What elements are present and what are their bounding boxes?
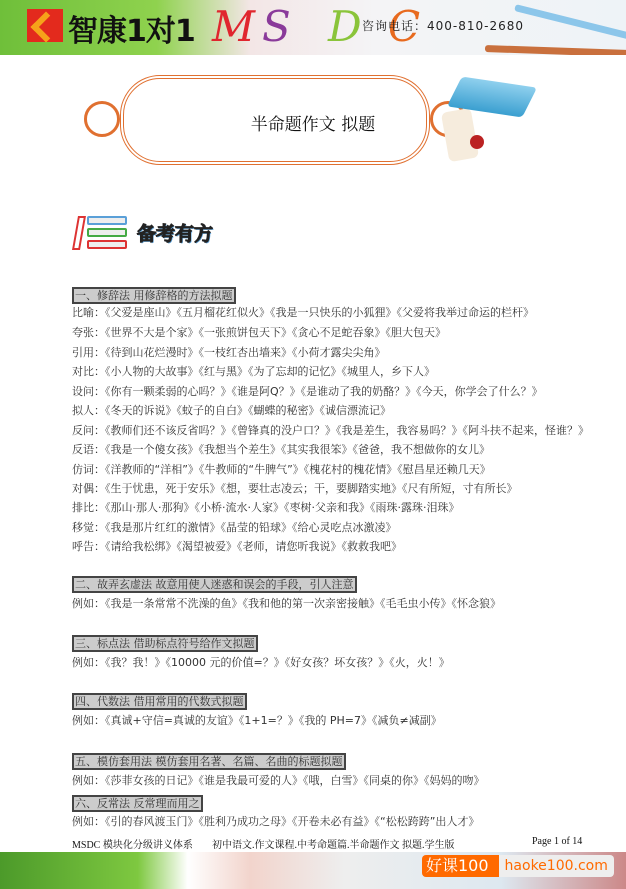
example-line: 移觉：《我是那片红红的激情》《晶莹的铅球》《给心灵吃点冰激凌》: [72, 521, 397, 534]
phone-number: 咨询电话：400-810-2680: [362, 19, 525, 33]
page-title: 半命题作文 拟题: [250, 115, 376, 135]
example-line: 反语：《我是一个傻女孩》《我想当个差生》《其实我很笨》《爸爸，我不想做你的女儿》: [72, 443, 490, 456]
method-heading: 四、代数法 借用常用的代数式拟题: [72, 693, 247, 710]
msdc-letter: M: [212, 2, 256, 51]
example-line: 反问：《教师们还不该反省吗？》《曾锋真的没户口？》《我是差生，我容易吗？》《阿斗扶不起来，怪谁？》: [72, 424, 589, 437]
example-line: 例如：《引的春风渡玉门》《胜利乃成功之母》《开卷未必有益》《“松松跨跨”出人才》: [72, 815, 480, 828]
example-line: 夸张：《世界不大是个家》《一张煎饼包天下》《贪心不足蛇吞象》《胆大包天》: [72, 326, 446, 339]
method-heading: 一、修辞法 用修辞格的方法拟题: [72, 287, 236, 304]
section-heading: 备考有方: [137, 223, 214, 245]
example-line: 例如：《我？我！》《10000 元的价值=？》《好女孩？坏女孩？》《火，火！》: [72, 656, 450, 669]
method-heading: 五、模仿套用法 模仿套用名著、名篇、名曲的标题拟题: [72, 753, 346, 770]
method-heading: 二、故弄玄虚法 故意用使人迷惑和误会的手段，引人注意: [72, 576, 357, 593]
example-line: 引用：《待到山花烂漫时》《一枝红杏出墙来》《小荷才露尖尖角》: [72, 346, 386, 359]
watermark: [422, 855, 614, 877]
header-banner: [0, 0, 626, 55]
example-line: 对比：《小人物的大故事》《红与黑》《为了忘却的记忆》《城里人，乡下人》: [72, 365, 435, 378]
books-icon: [75, 216, 127, 252]
example-line: 例如：《莎菲女孩的日记》《谁是我最可爱的人》《哦，白雪》《同桌的你》《妈妈的吻》: [72, 774, 485, 787]
seal-icon: [470, 135, 484, 149]
example-line: 对偶：《生于忧患，死于安乐》《想，要壮志凌云；干，要脚踏实地》《尺有所短，寸有所长》: [72, 482, 518, 495]
footer-series: MSDC 模块化分级讲义体系: [72, 840, 193, 851]
brand-logo-icon: [27, 9, 63, 42]
watermark-cn: 好课100: [422, 855, 499, 877]
pencil-decoration: [514, 4, 626, 40]
msdc-letter: D: [328, 2, 362, 51]
example-line: 仿词：《洋教师的“洋相”》《牛教师的“牛脾气”》《槐花村的槐花情》《慰昌星还赖几天》: [72, 463, 491, 476]
example-line: 例如：《我是一条常常不洗澡的鱼》《我和他的第一次亲密接触》《毛毛虫小传》《怀念狼》: [72, 597, 501, 610]
example-line: 排比：《那山·那人·那狗》《小桥·流水·人家》《枣树·父亲和我》《雨珠·露珠·泪珠》: [72, 501, 460, 514]
msdc-letter: C: [388, 2, 421, 51]
example-line: 呼告：《请给我松绑》《渴望被爱》《老师，请您听我说》《救救我吧》: [72, 540, 402, 553]
msdc-letter: S: [262, 2, 291, 51]
watermark-url: haoke100.com: [499, 855, 614, 877]
method-heading: 六、反常法 反常理而用之: [72, 795, 203, 812]
method-heading: 三、标点法 借助标点符号给作文拟题: [72, 635, 258, 652]
pencil-decoration: [485, 45, 626, 55]
example-line: 比喻：《父爱是座山》《五月榴花红似火》《我是一只快乐的小狐狸》《父爱将我举过命运的栏杆》: [72, 306, 534, 319]
brand-name: 智康1对1: [68, 14, 195, 49]
example-line: 例如：《真诚+守信=真诚的友谊》《1+1=？》《我的 PH=7》《减负≠减副》: [72, 714, 442, 727]
page-number: Page 1 of 14: [532, 836, 583, 847]
example-line: 设问：《你有一颗柔弱的心吗？》《谁是阿Q？》《是谁动了我的奶酪？》《今天，你学会了什么？》: [72, 385, 543, 398]
example-line: 拟人：《冬天的诉说》《蚊子的自白》《蝴蝶的秘密》《诚信漂流记》: [72, 404, 391, 417]
footer-course: 初中语文.作文课程.中考命题篇.半命题作文 拟题.学生版: [212, 840, 455, 851]
